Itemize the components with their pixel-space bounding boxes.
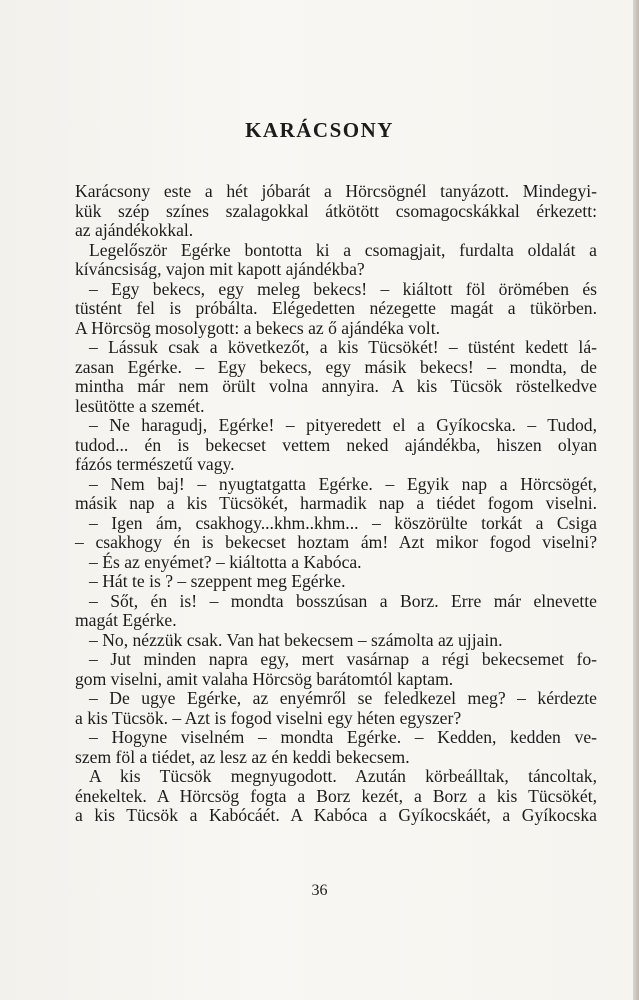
text-line: tudod... én is bekecset vettem neked ajándékba, hiszen olyan <box>75 434 597 455</box>
text-line: gom viselni, amit valaha Hörcsög barátomtól kaptam. <box>75 668 454 689</box>
text-line: kük szép színes szalagokkal átkötött csomagocskákkal érkezett: <box>75 200 597 221</box>
text-line: – Ne haragudj, Egérke! – pityeredett el a Gyíkocska. – Tudod, <box>89 415 597 435</box>
text-line: – csakhogy én is bekecset hoztam ám! Azt mikor fogod viselni? <box>75 532 597 552</box>
chapter-title: KARÁCSONY <box>245 118 394 142</box>
text-line: szem föl a tiédet, az lesz az én keddi bekecsem. <box>75 746 410 767</box>
text-line: A Hörcsög mosolygott: a bekecs az ő ajándéka volt. <box>75 317 440 338</box>
text-line: Karácsony este a hét jóbarát a Hörcsögnél tanyázott. Mindegyi- <box>75 181 597 201</box>
text-line: fázós természetű vagy. <box>75 454 235 474</box>
text-line: a kis Tücsök. – Azt is fogod viselni egy héten egyszer? <box>75 707 462 728</box>
text-line: másik nap a kis Tücsökét, harmadik nap a tiédet fogom viselni. <box>75 493 597 513</box>
text-line: a kis Tücsök a Kabócáét. A Kabóca a Gyíkocskáét, a Gyíkocska <box>75 805 597 825</box>
page-edge <box>633 0 639 1000</box>
text-line: énekeltek. A Hörcsög fogta a Borz kezét, a Borz a kis Tücsökét, <box>75 785 597 806</box>
text-line: magát Egérke. <box>75 610 177 630</box>
text-line: mintha már nem örült volna annyira. A kis Tücsök röstelkedve <box>75 376 597 396</box>
text-line: – Jut minden napra egy, mert vasárnap a régi bekecsemet fo- <box>89 649 597 669</box>
text-line: kíváncsiság, vajon mit kapott ajándékba? <box>75 259 365 279</box>
text-line: – De ugye Egérke, az enyémről se feledkezel meg? – kérdezte <box>89 688 597 708</box>
text-line: – Hát te is ? – szeppent meg Egérke. <box>89 571 346 591</box>
text-line: – No, nézzük csak. Van hat bekecsem – számolta az ujjain. <box>89 629 503 650</box>
body-text <box>75 182 597 826</box>
text-line: lesütötte a szemét. <box>75 395 205 416</box>
text-line: – Hogyne viselném – mondta Egérke. – Kedden, kedden ve- <box>89 727 597 747</box>
text-line: A kis Tücsök megnyugodott. Azután körbeálltak, táncoltak, <box>89 766 597 786</box>
text-line: – Igen ám, csakhogy...khm..khm... – köszörülte torkát a Csiga <box>89 512 597 533</box>
text-line: – Lássuk csak a következőt, a kis Tücsökét! – tüstént kedett lá- <box>89 337 597 357</box>
text-line: zasan Egérke. – Egy bekecs, egy másik bekecs! – mondta, de <box>75 356 597 377</box>
text-line: Legelőször Egérke bontotta ki a csomagjait, furdalta oldalát a <box>89 239 597 260</box>
text-line: – És az enyémet? – kiáltotta a Kabóca. <box>89 551 362 572</box>
text-line: – Egy bekecs, egy meleg bekecs! – kiáltott föl örömében és <box>89 278 597 299</box>
text-line: – Nem baj! – nyugtatgatta Egérke. – Egyik nap a Hörcsögét, <box>89 473 597 494</box>
text-line: tüstént fel is próbálta. Elégedetten nézegette magát a tükörben. <box>75 298 597 318</box>
text-line: – Sőt, én is! – mondta bosszúsan a Borz. Erre már elnevette <box>89 590 597 611</box>
page-number: 36 <box>311 882 328 899</box>
text-line: az ajándékokkal. <box>75 220 194 240</box>
